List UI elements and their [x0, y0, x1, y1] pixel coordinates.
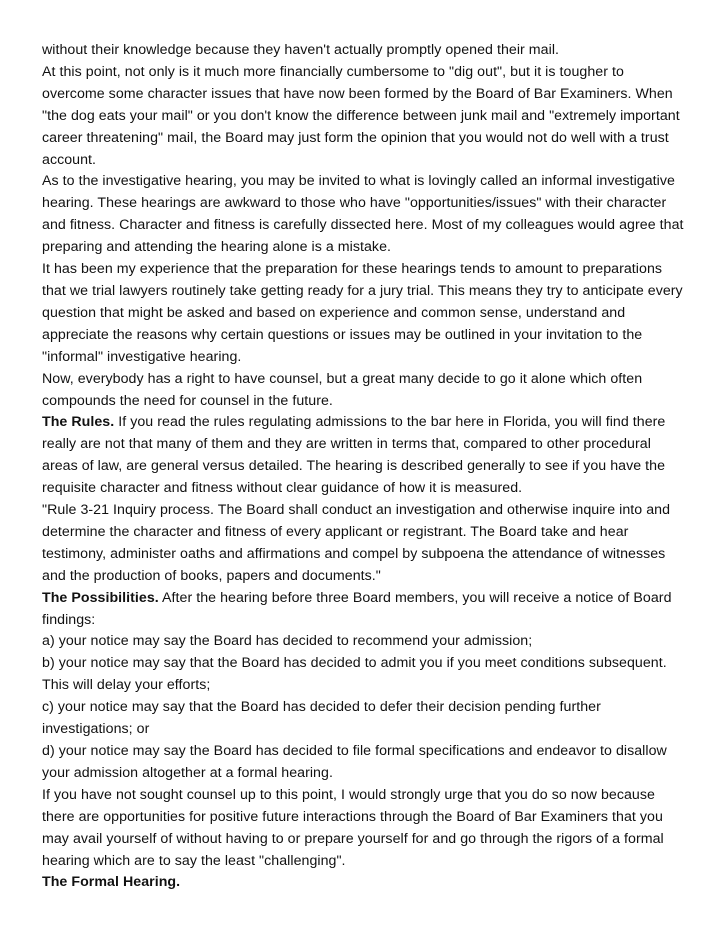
text-line: hearing which are to say the least "challenging". — [42, 852, 346, 869]
list-item: d) your notice may say the Board has decided to file formal specifications and endeavor to disallow — [42, 743, 667, 759]
text-line: account. — [42, 151, 97, 168]
text-line: This will delay your efforts; — [42, 677, 211, 694]
text-line: Now, everybody has a right to have counsel, but a great many decide to go it alone which often — [42, 370, 643, 387]
text-line: testimony, administer oaths and affirmations and compel by subpoena the attendance of witnesses — [42, 545, 666, 562]
text-line: determine the character and fitness of every applicant or registrant. The Board take and hear — [42, 523, 629, 540]
possibilities-heading-line — [42, 588, 692, 610]
text-line: investigations; or — [42, 721, 150, 738]
text-line: "the dog eats your mail" or you don't know the difference between junk mail and "extremely important — [42, 107, 680, 124]
text-line: "informal" investigative hearing. — [42, 348, 242, 365]
text-line: question that might be asked and based on experience and common sense, understand and — [42, 304, 626, 321]
text-line: career threatening" mail, the Board may just form the opinion that you would not do well with a trust — [42, 129, 669, 146]
text-line: there are opportunities for positive future interactions through the Board of Bar Examiners that you — [42, 808, 663, 825]
text-line: really are not that many of them and they are written in terms that, compared to other procedural — [42, 436, 651, 453]
text-line: As to the investigative hearing, you may be invited to what is lovingly called an informal investigative — [42, 173, 675, 190]
list-item: a) your notice may say the Board has decided to recommend your admission; — [42, 633, 533, 650]
text-line: areas of law, are general versus detailed. The hearing is described generally to see if you have the — [42, 458, 666, 475]
text-line: and fitness. Character and fitness is carefully dissected here. Most of my colleagues would agree that — [42, 217, 684, 234]
text-line: your admission altogether at a formal hearing. — [42, 764, 333, 781]
text-span: If you read the rules regulating admissions to the bar here in Florida, you will find there — [114, 414, 666, 431]
text-line: "Rule 3-21 Inquiry process. The Board shall conduct an investigation and otherwise inquire into and — [42, 502, 671, 519]
text-line: that we trial lawyers routinely take getting ready for a jury trial. This means they try to anticipate every — [42, 282, 683, 299]
possibilities-heading: The Possibilities. — [42, 589, 159, 606]
text-line: preparing and attending the hearing alone is a mistake. — [42, 239, 391, 256]
formal-hearing-heading-line — [42, 872, 692, 894]
list-item: b) your notice may say that the Board has decided to admit you if you meet conditions subsequent. — [42, 655, 667, 672]
text-line: requisite character and fitness without clear guidance of how it is measured. — [42, 480, 523, 497]
rules-heading: The Rules. — [42, 414, 115, 431]
text-line: appreciate the reasons why certain questions or issues may be outlined in your invitation to the — [42, 326, 643, 343]
document-page — [42, 40, 692, 894]
list-item: c) your notice may say that the Board has decided to defer their decision pending further — [42, 699, 601, 716]
text-line: If you have not sought counsel up to this point, I would strongly urge that you do so now because — [42, 786, 655, 803]
text-line: findings: — [42, 611, 96, 628]
text-line: At this point, not only is it much more financially cumbersome to "dig out", but it is tougher to — [42, 63, 624, 80]
text-line: compounds the need for counsel in the future. — [42, 392, 333, 409]
text-line: hearing. These hearings are awkward to those who have "opportunities/issues" with their character — [42, 195, 667, 212]
text-line: may avail yourself of without having to or prepare yourself for and go through the rigors of a formal — [42, 830, 664, 847]
rules-heading-line — [42, 412, 692, 434]
text-line: without their knowledge because they haven't actually promptly opened their mail. — [42, 42, 560, 58]
text-line: It has been my experience that the preparation for these hearings tends to amount to preparations — [42, 261, 663, 278]
formal-hearing-heading: The Formal Hearing. — [42, 874, 181, 891]
text-line: and the production of books, papers and documents." — [42, 567, 381, 584]
text-span: After the hearing before three Board members, you will receive a notice of Board — [158, 589, 672, 606]
text-line: overcome some character issues that have now been formed by the Board of Bar Examiners. When — [42, 85, 673, 102]
